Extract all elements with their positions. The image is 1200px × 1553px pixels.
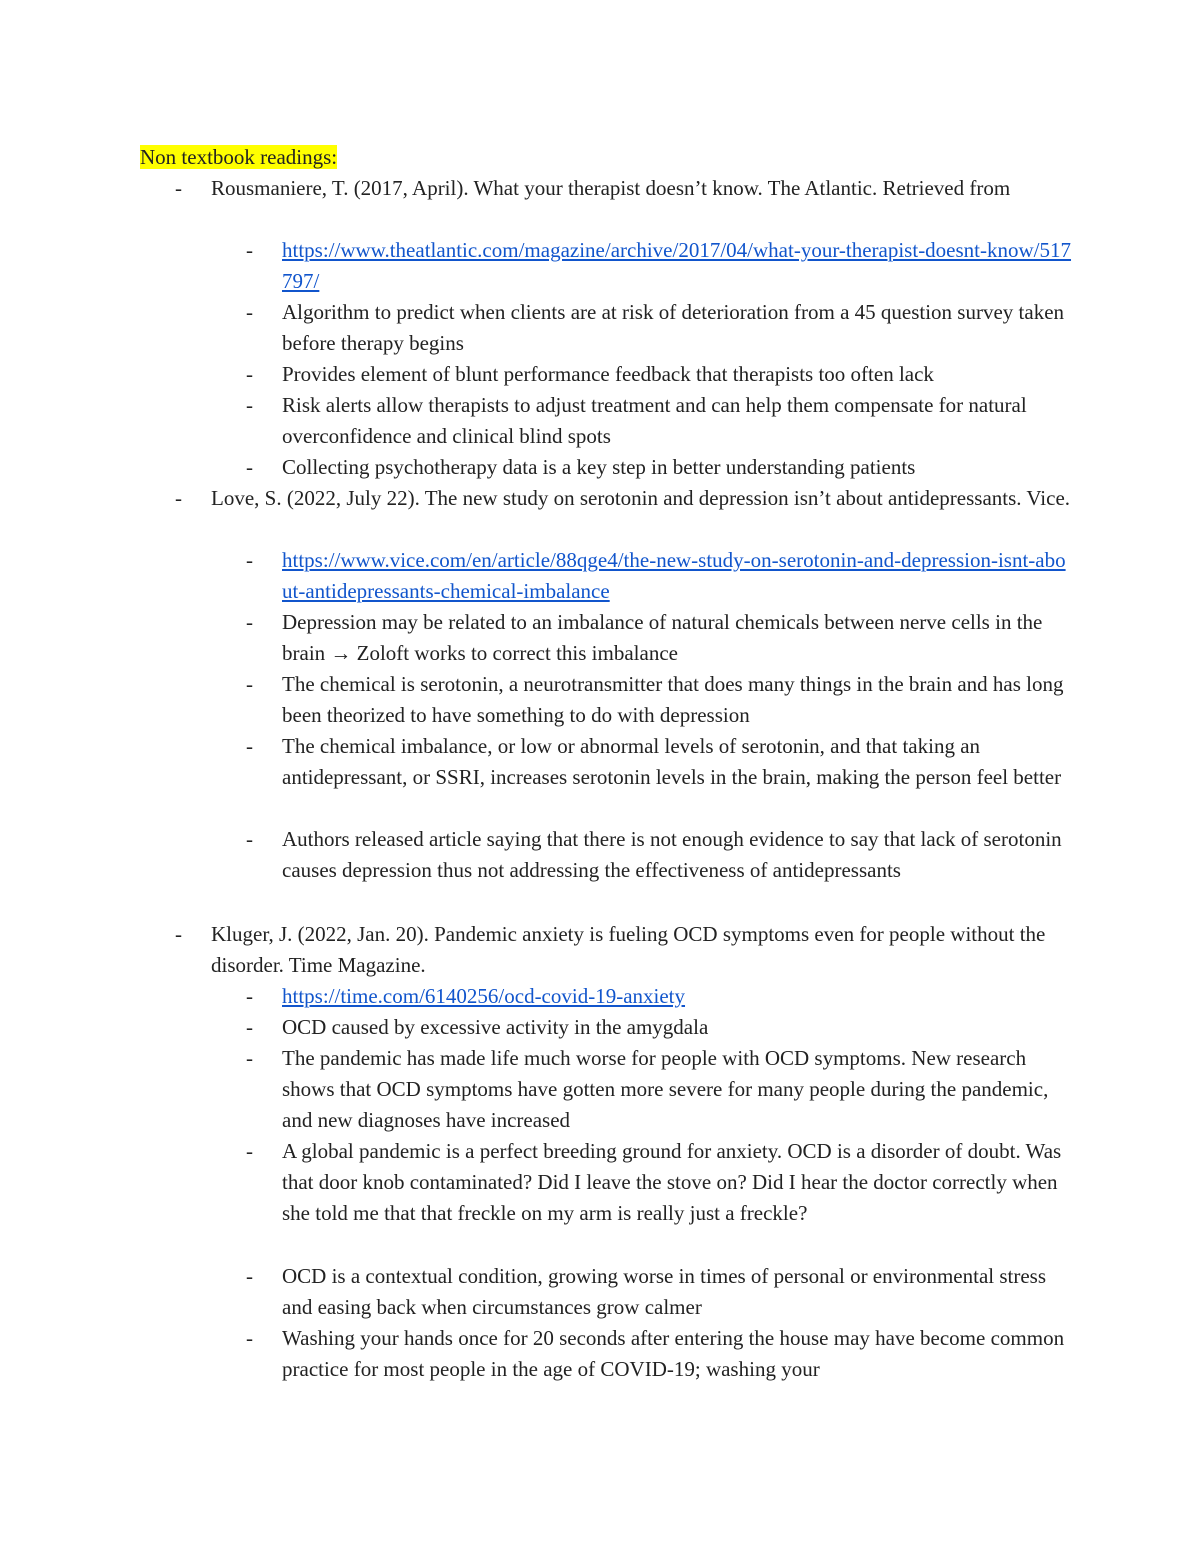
bullet-dash: - xyxy=(246,827,253,851)
article-link[interactable]: https://www.vice.com/en/article/88qge4/the-new-study-on-serotonin-and-depression-isnt-about-antidepressants-chemical-imbalance xyxy=(282,548,1066,603)
reading-note xyxy=(246,359,1072,390)
note-text: A global pandemic is a perfect breeding ground for anxiety. OCD is a disorder of doubt. Was that door knob contaminated? Did I leave the stove on? Did I hear the doctor correctly when she told me that that freckle on my arm is really just a freckle? xyxy=(282,1139,1062,1225)
reading-note xyxy=(246,452,1072,483)
reading-link-item xyxy=(246,981,1072,1012)
citation-text: Rousmaniere, T. (2017, April). What your therapist doesn’t know. The Atlantic. Retrieved from xyxy=(211,176,1011,200)
reading-citation xyxy=(175,919,1081,981)
bullet-dash: - xyxy=(246,610,253,634)
note-text: The chemical is serotonin, a neurotransmitter that does many things in the brain and has long been theorized to have something to do with depression xyxy=(282,672,1064,727)
note-text: Provides element of blunt performance feedback that therapists too often lack xyxy=(282,362,934,386)
bullet-dash: - xyxy=(175,176,182,200)
bullet-dash: - xyxy=(246,455,253,479)
reading-note xyxy=(246,607,1072,669)
note-text: OCD is a contextual condition, growing worse in times of personal or environmental stress and easing back when circumstances grow calmer xyxy=(282,1264,1047,1319)
reading-note xyxy=(246,1136,1072,1229)
bullet-dash: - xyxy=(246,300,253,324)
bullet-dash: - xyxy=(246,1046,253,1070)
bullet-dash: - xyxy=(246,984,253,1008)
bullet-dash: - xyxy=(246,1015,253,1039)
bullet-dash: - xyxy=(246,672,253,696)
reading-note xyxy=(246,1261,1072,1323)
note-text: Algorithm to predict when clients are at risk of deterioration from a 45 question survey taken before therapy begins xyxy=(282,300,1065,355)
bullet-dash: - xyxy=(246,362,253,386)
reading-note xyxy=(246,1323,1072,1385)
section-heading xyxy=(140,142,337,173)
reading-note xyxy=(246,1043,1072,1136)
note-text: Risk alerts allow therapists to adjust treatment and can help them compensate for natural overconfidence and clinical blind spots xyxy=(282,393,1027,448)
bullet-dash: - xyxy=(246,548,253,572)
reading-note xyxy=(246,669,1072,731)
bullet-dash: - xyxy=(246,1264,253,1288)
bullet-dash: - xyxy=(246,734,253,758)
note-text: Authors released article saying that there is not enough evidence to say that lack of serotonin causes depression thus not addressing the effectiveness of antidepressants xyxy=(282,827,1062,882)
bullet-dash: - xyxy=(246,1139,253,1163)
bullet-dash: - xyxy=(175,486,182,510)
reading-note xyxy=(246,1012,1072,1043)
note-text: Collecting psychotherapy data is a key step in better understanding patients xyxy=(282,455,916,479)
note-text: The pandemic has made life much worse for people with OCD symptoms. New research shows that OCD symptoms have gotten more severe for many people during the pandemic, and new diagnoses have increased xyxy=(282,1046,1049,1132)
bullet-dash: - xyxy=(246,393,253,417)
bullet-dash: - xyxy=(246,238,253,262)
reading-note xyxy=(246,390,1072,452)
note-text: Depression may be related to an imbalance of natural chemicals between nerve cells in the brain → Zoloft works to correct this imbalance xyxy=(282,610,1043,665)
reading-link-item xyxy=(246,545,1072,607)
note-text: The chemical imbalance, or low or abnormal levels of serotonin, and that taking an antidepressant, or SSRI, increases serotonin levels in the brain, making the person feel better xyxy=(282,734,1062,789)
reading-citation xyxy=(175,483,1081,514)
reading-note xyxy=(246,824,1072,886)
note-text: OCD caused by excessive activity in the amygdala xyxy=(282,1015,709,1039)
reading-citation xyxy=(175,173,1081,204)
highlighted-heading-text: Non textbook readings: xyxy=(140,145,338,169)
reading-note xyxy=(246,731,1072,793)
reading-note xyxy=(246,297,1072,359)
bullet-dash: - xyxy=(246,1326,253,1350)
citation-text: Love, S. (2022, July 22). The new study on serotonin and depression isn’t about antidepressants. Vice. xyxy=(211,486,1071,510)
citation-text: Kluger, J. (2022, Jan. 20). Pandemic anxiety is fueling OCD symptoms even for people without the disorder. Time Magazine. xyxy=(211,922,1046,977)
reading-link-item xyxy=(246,235,1072,297)
bullet-dash: - xyxy=(175,922,182,946)
note-text: Washing your hands once for 20 seconds after entering the house may have become common practice for most people in the age of COVID-19; washing your xyxy=(282,1326,1065,1381)
article-link[interactable]: https://time.com/6140256/ocd-covid-19-anxiety xyxy=(282,984,686,1008)
article-link[interactable]: https://www.theatlantic.com/magazine/archive/2017/04/what-your-therapist-doesnt-know/517797/ xyxy=(282,238,1072,293)
